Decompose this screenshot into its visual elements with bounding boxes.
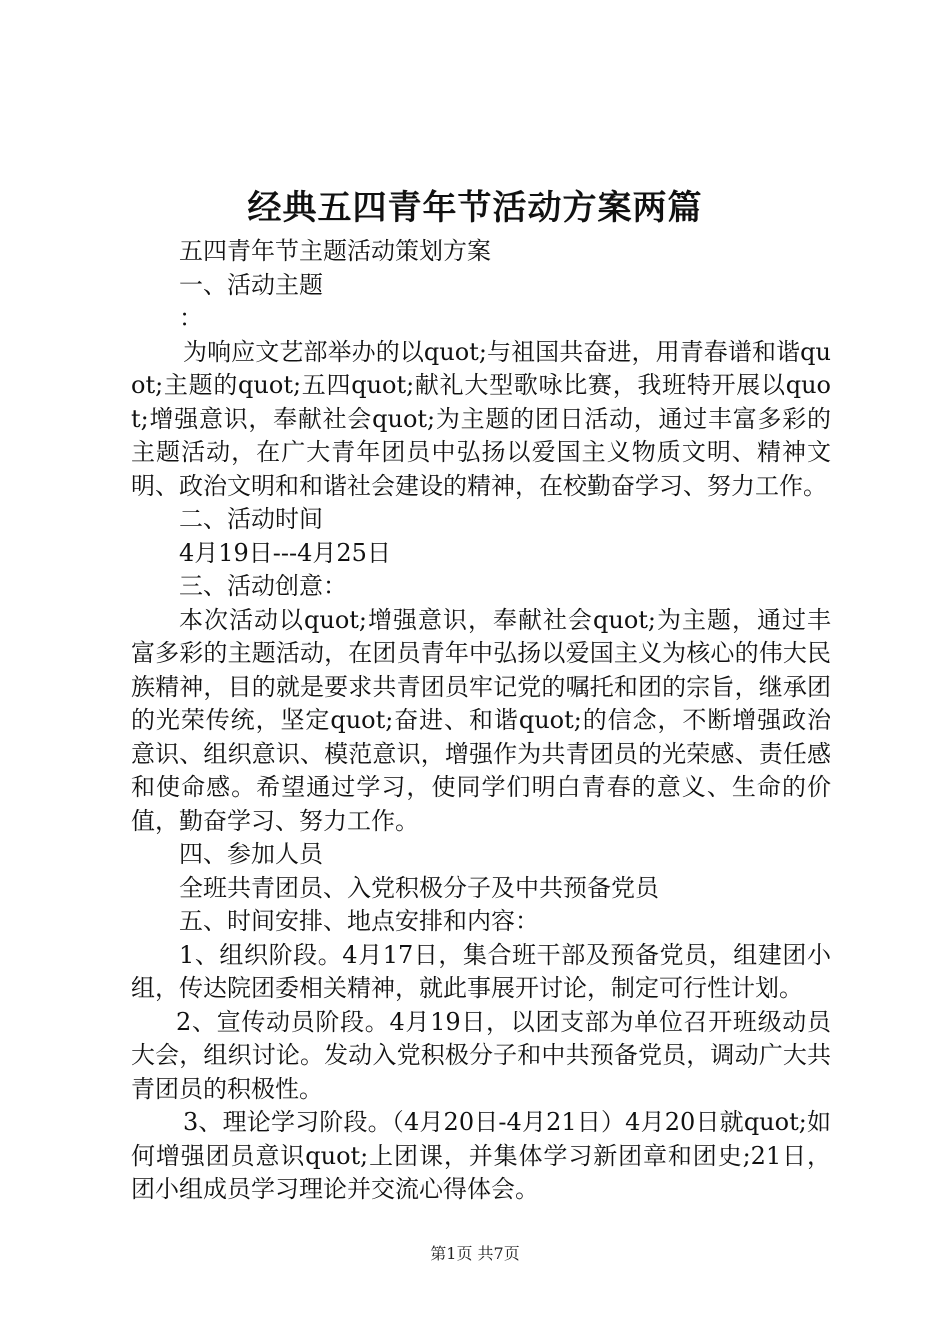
body-paragraph: 为响应文艺部举办的以quot;与祖国共奋进，用青春谱和谐quot;主题的quot;五四quot;献礼大型歌咏比赛，我班特开展以quot;增强意识，奉献社会quot;为主题的团日活动，通过丰富多彩的主题活动，在广大青年团员中弘扬以爱国主义物质文明、精神文明、政治文明和和谐社会建设的精神，在校勤奋学习、努力工作。: [131, 337, 831, 500]
document-body: [131, 235, 831, 1207]
section-heading: 四、参加人员: [179, 840, 323, 868]
document-title: 经典五四青年节活动方案两篇: [247, 188, 703, 228]
section-heading: 二、活动时间: [179, 505, 323, 533]
body-paragraph: 3、理论学习阶段。（4月20日-4月21日）4月20日就quot;如何增强团员意识quot;上团课，并集体学习新团章和团史;21日，团小组成员学习理论并交流心得体会。: [131, 1108, 831, 1203]
body-text: 全班共青团员、入党积极分子及中共预备党员: [179, 873, 659, 902]
body-text: ：: [179, 304, 203, 332]
body-paragraph: 1、组织阶段。4月17日，集合班干部及预备党员，组建团小组，传达院团委相关精神，就此事展开讨论，制定可行性计划。: [131, 940, 831, 1002]
body-paragraph: 2、宣传动员阶段。4月19日，以团支部为单位召开班级动员大会，组织讨论。发动入党积极分子和中共预备党员，调动广大共青团员的积极性。: [131, 1007, 831, 1103]
section-heading: 五、时间安排、地点安排和内容：: [179, 907, 539, 935]
section-heading: 三、活动创意：: [179, 572, 347, 600]
body-text: 4月19日---4月25日: [179, 538, 391, 567]
body-paragraph: 本次活动以quot;增强意识，奉献社会quot;为主题，通过丰富多彩的主题活动，在团员青年中弘扬以爱国主义为核心的伟大民族精神，目的就是要求共青团员牢记党的嘱托和团的宗旨，继承团的光荣传统，坚定quot;奋进、和谐quot;的信念，不断增强政治意识、组织意识、模范意识，增强作为共青团员的光荣感、责任感和使命感。希望通过学习，使同学们明白青春的意义、生命的价值，勤奋学习、努力工作。: [131, 605, 831, 835]
section-heading: 一、活动主题: [179, 270, 323, 299]
page-footer: 第1页 共7页: [430, 1244, 520, 1263]
section-heading: 五四青年节主题活动策划方案: [179, 237, 491, 265]
